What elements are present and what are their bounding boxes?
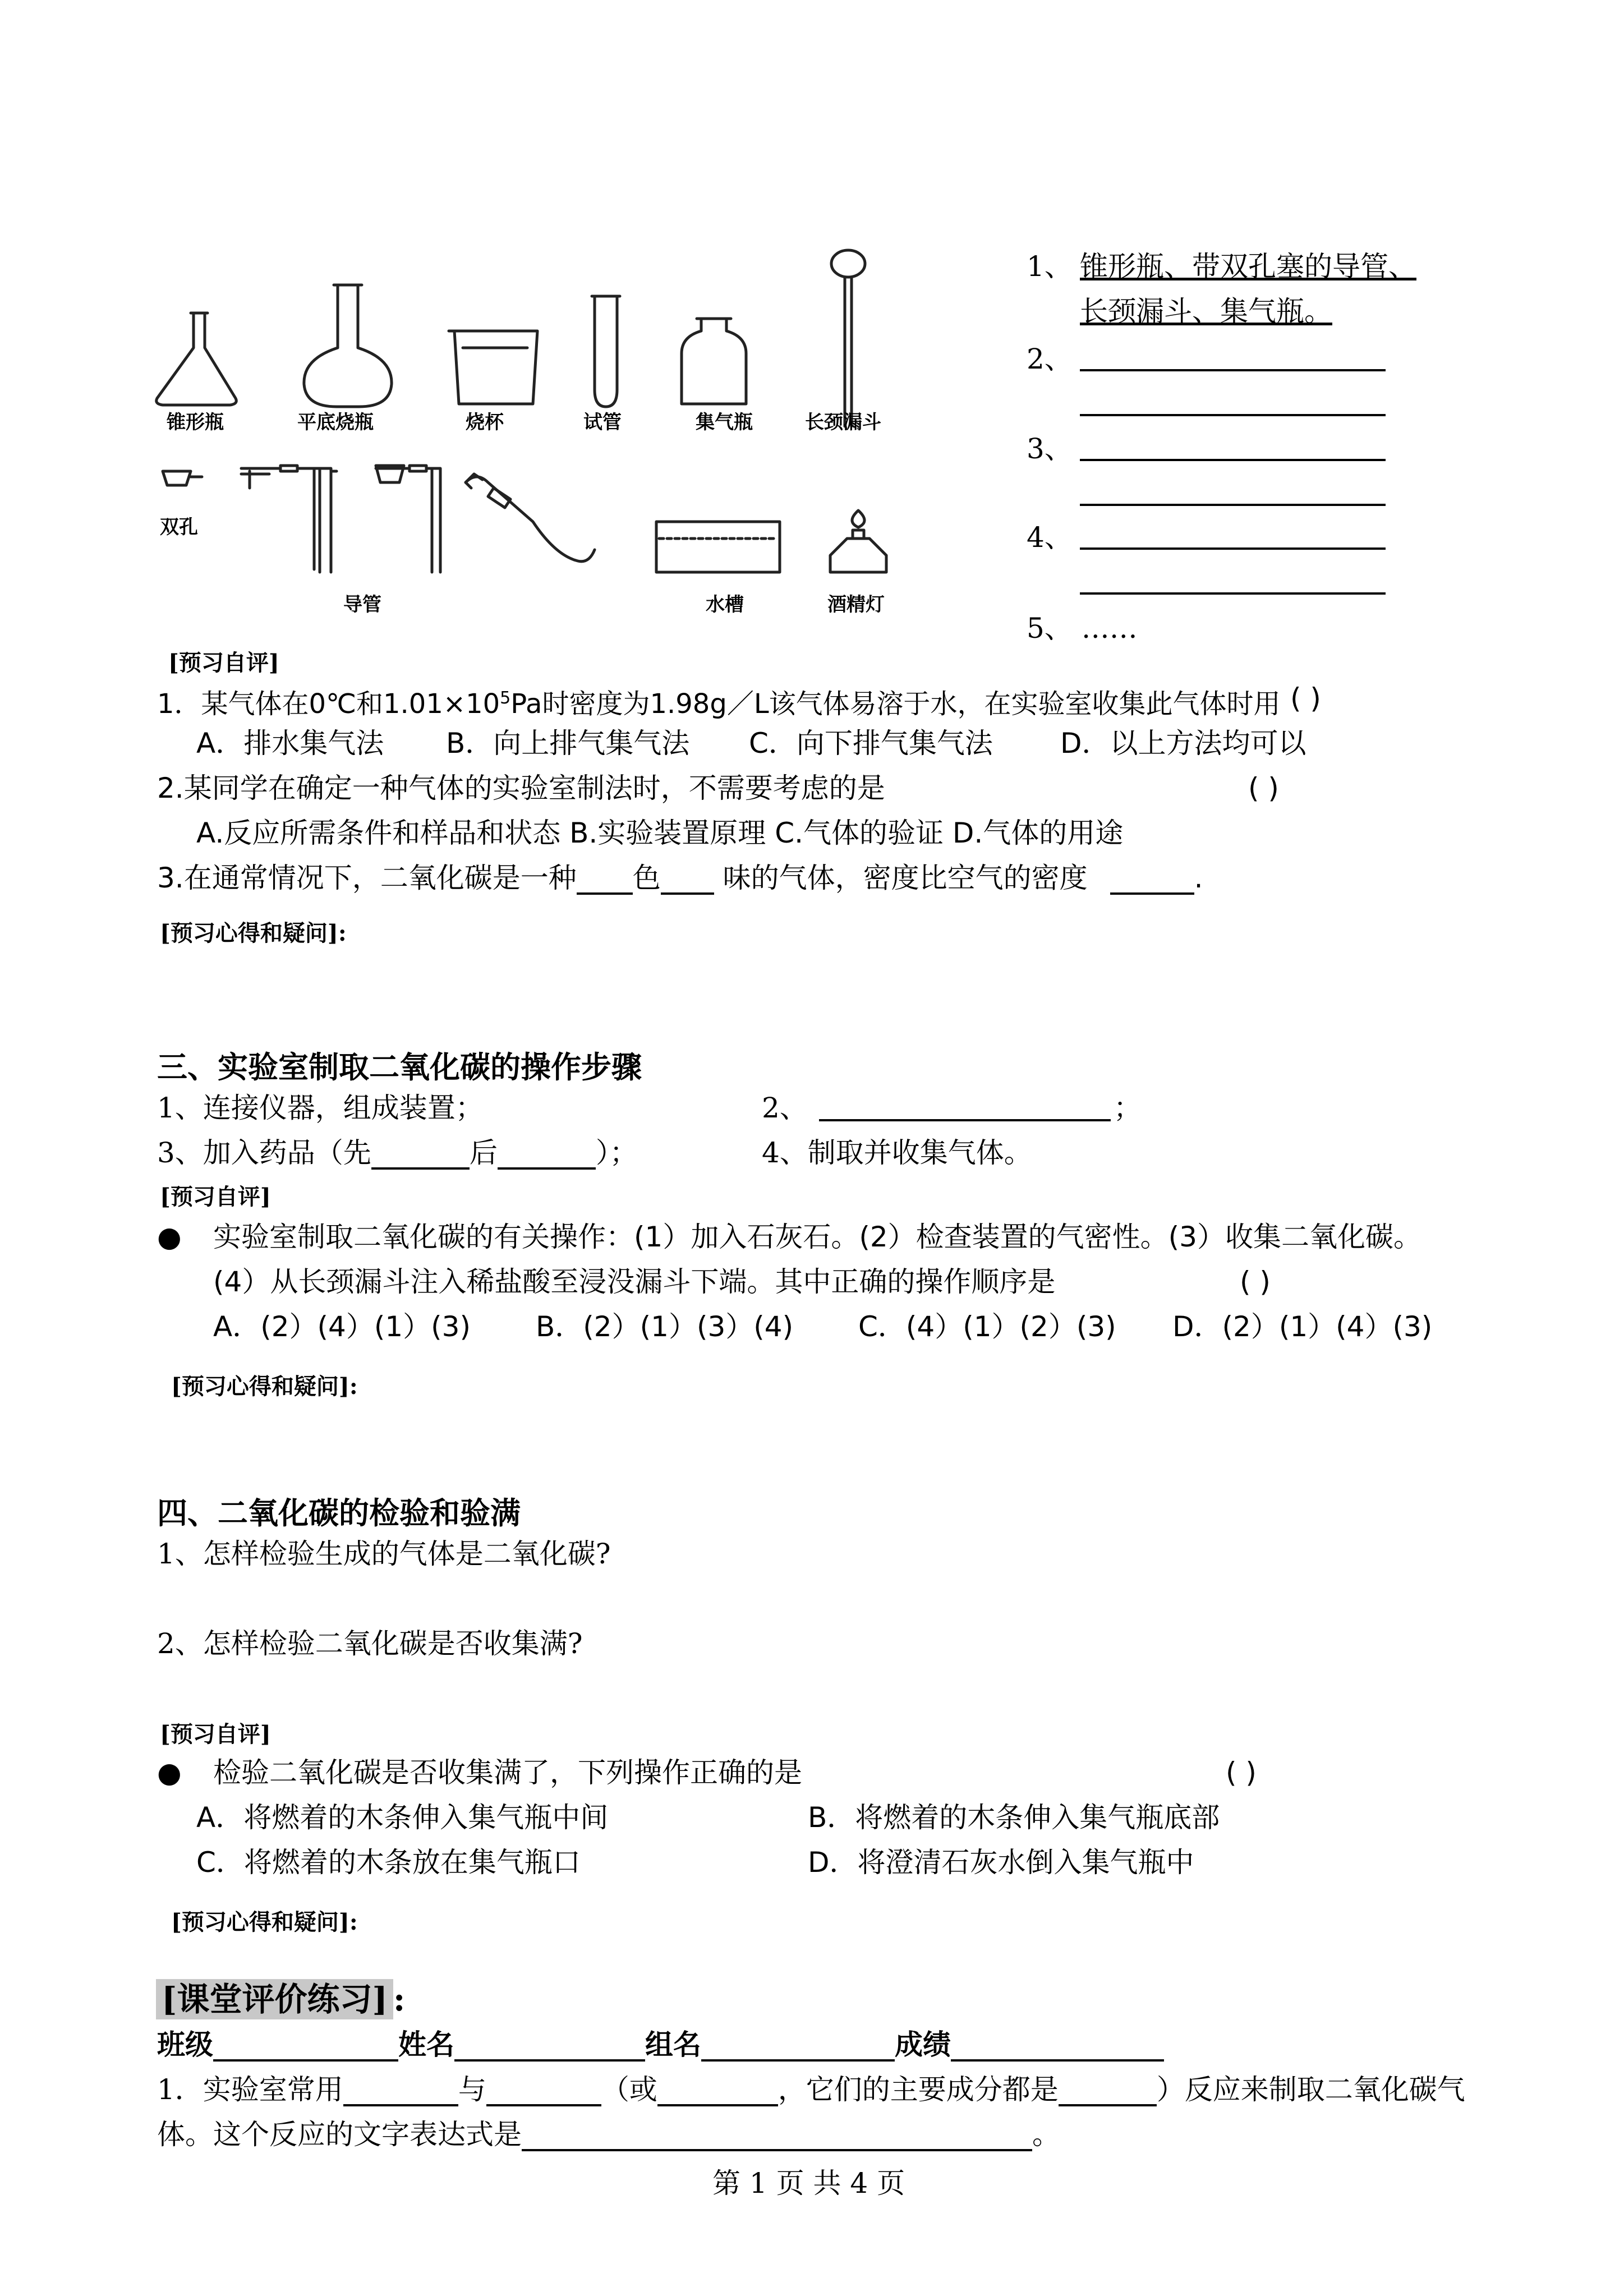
classroom-q1-line1: [157, 2073, 1465, 2106]
s4-mc-stem: 检验二氧化碳是否收集满了，下列操作正确的是: [213, 1756, 802, 1789]
step-2-blank[interactable]: [819, 1119, 1111, 1121]
test-tube-icon: [592, 296, 620, 407]
q1-option-b[interactable]: B．向上排气集气法: [446, 727, 690, 760]
notes-label-2: [预习心得和疑问]:: [171, 1373, 358, 1400]
step-3-blank-first[interactable]: [371, 1140, 470, 1170]
q1-stem: [157, 682, 1281, 721]
s3-q-line2: (4）从长颈漏斗注入稀盐酸至浸没漏斗下端。其中正确的操作顺序是: [213, 1266, 1056, 1298]
q1-stem-a: 1．某气体在0℃和1.01×10: [157, 688, 500, 720]
label-two-hole-stopper: 双孔: [160, 516, 198, 539]
cq1-e: ）反应来制取二氧化碳气: [1156, 2073, 1465, 2106]
q3-stem: [157, 861, 1203, 895]
delivery-tube-icon: [241, 466, 595, 572]
classroom-title-text: [课堂评价练习]: [156, 1979, 393, 2019]
q3-blank-smell[interactable]: [661, 866, 714, 895]
name-label: 姓名: [398, 2028, 454, 2061]
notes-label-3: [预习心得和疑问]:: [171, 1909, 358, 1935]
s4-q1: 1、怎样检验生成的气体是二氧化碳?: [157, 1538, 611, 1570]
list-item-4-blank[interactable]: [1080, 547, 1386, 550]
q1-option-c[interactable]: C．向下排气集气法: [749, 727, 993, 760]
list-item-1-line2: 长颈漏斗、集气瓶。: [1080, 295, 1332, 328]
cq1-d: ，它们的主要成分都是: [778, 2073, 1059, 2106]
score-label: 成绩: [895, 2028, 951, 2061]
label-water-trough: 水槽: [706, 593, 744, 616]
step-3-c: ）；: [595, 1137, 638, 1169]
student-info-row: [157, 2028, 1164, 2062]
cq1-c: （或: [601, 2073, 657, 2106]
q2-stem: 2.某同学在确定一种气体的实验室制法时，不需要考虑的是: [157, 772, 885, 804]
list-item-4-blank-2[interactable]: [1080, 592, 1386, 595]
q3-part3: 味的气体，密度比空气的密度: [714, 862, 1088, 894]
bullet-icon: ●: [157, 1221, 182, 1253]
beaker-icon: [449, 331, 537, 404]
cq1-blank-3[interactable]: [657, 2077, 778, 2106]
alcohol-lamp-icon: [830, 510, 886, 572]
classroom-q1-line2: [157, 2118, 1060, 2151]
q1-stem-b: Pa时密度为1.98g／L该气体易溶于水，在实验室收集此气体时用: [510, 688, 1281, 720]
s3-q-line1: 实验室制取二氧化碳的有关操作：(1）加入石灰石。(2）检查装置的气密性。(3）收集二氧化碳。: [213, 1221, 1421, 1253]
gas-jar-icon: [682, 319, 746, 404]
apparatus-drawings: [151, 247, 937, 628]
classroom-title-colon: :: [393, 1980, 406, 2018]
cq1-blank-2[interactable]: [486, 2077, 601, 2106]
step-3-b: 后: [469, 1137, 498, 1169]
s4-option-a[interactable]: A．将燃着的木条伸入集气瓶中间: [196, 1801, 609, 1834]
class-field[interactable]: [213, 2032, 398, 2062]
list-item-2-blank[interactable]: [1080, 369, 1386, 371]
label-beaker: 烧杯: [466, 411, 504, 434]
cq1-line2-a: 体。这个反应的文字表达式是: [157, 2118, 522, 2151]
step-2-suffix: ；: [1114, 1092, 1142, 1124]
cq1-blank-equation[interactable]: [522, 2122, 1032, 2151]
step-3-blank-then[interactable]: [498, 1140, 596, 1170]
cq1-a: 1．实验室常用: [157, 2073, 343, 2106]
label-delivery-tube: 导管: [343, 593, 381, 616]
group-label: 组名: [645, 2028, 701, 2061]
classroom-title: [156, 1980, 405, 2019]
s3-option-a[interactable]: A．(2）(4）(1）(3): [213, 1310, 471, 1343]
list-item-3-blank-2[interactable]: [1080, 504, 1386, 506]
step-4: 4、制取并收集气体。: [762, 1137, 1032, 1169]
name-field[interactable]: [454, 2032, 645, 2062]
q2-answer-paren[interactable]: ( ): [1248, 772, 1279, 804]
long-neck-funnel-icon: [831, 250, 865, 426]
list-item-4-prefix: 4、: [1027, 521, 1073, 554]
s3-q-paren[interactable]: ( ): [1240, 1266, 1271, 1298]
section4-title: 四、二氧化碳的检验和验满: [157, 1496, 521, 1531]
list-item-1-prefix: 1、: [1027, 250, 1073, 283]
s3-option-b[interactable]: B．(2）(1）(3）(4): [536, 1310, 794, 1343]
label-alcohol-lamp: 酒精灯: [827, 593, 885, 616]
label-long-neck-funnel: 长颈漏斗: [805, 411, 881, 434]
s4-option-b[interactable]: B．将燃着的木条伸入集气瓶底部: [808, 1801, 1220, 1834]
self-eval-label-2: [预习自评]: [160, 1184, 271, 1210]
label-flat-bottom-flask: 平底烧瓶: [297, 411, 374, 434]
water-trough-icon: [656, 522, 780, 572]
s4-q2: 2、怎样检验二氧化碳是否收集满?: [157, 1627, 583, 1660]
step-3: [157, 1136, 638, 1170]
s4-mc-paren[interactable]: ( ): [1226, 1756, 1257, 1789]
bullet-icon-2: ●: [157, 1756, 182, 1789]
q1-answer-paren[interactable]: ( ): [1290, 682, 1321, 715]
list-item-2-prefix: 2、: [1027, 343, 1073, 375]
step-3-a: 3、加入药品（先: [157, 1137, 371, 1169]
list-item-1-line1: 锥形瓶、带双孔塞的导管、: [1080, 250, 1416, 283]
s4-option-d[interactable]: D．将澄清石灰水倒入集气瓶中: [808, 1846, 1194, 1879]
section3-title: 三、实验室制取二氧化碳的操作步骤: [157, 1050, 642, 1085]
cq1-blank-4[interactable]: [1059, 2077, 1157, 2106]
self-eval-label-1: [预习自评]: [168, 650, 279, 676]
conical-flask-icon: [157, 313, 237, 405]
step-1: 1、连接仪器，组成装置；: [157, 1092, 484, 1124]
notes-label-1: [预习心得和疑问]:: [160, 920, 347, 946]
score-field[interactable]: [951, 2032, 1164, 2062]
q3-blank-color[interactable]: [577, 866, 633, 895]
group-field[interactable]: [701, 2032, 895, 2062]
label-gas-jar: 集气瓶: [696, 411, 753, 434]
two-hole-stopper-icon: [163, 471, 202, 485]
q3-blank-density[interactable]: [1110, 866, 1194, 895]
s3-option-c[interactable]: C．(4）(1）(2）(3): [858, 1310, 1116, 1343]
list-item-3-blank[interactable]: [1080, 459, 1386, 461]
list-item-2-blank-2[interactable]: [1080, 414, 1386, 416]
step-2-prefix: 2、: [762, 1092, 808, 1124]
q3-part2: 色: [632, 862, 661, 894]
q1-option-a[interactable]: A．排水集气法: [196, 727, 384, 760]
cq1-blank-1[interactable]: [343, 2077, 458, 2106]
cq1-b: 与: [458, 2073, 486, 2106]
q3-part4: .: [1194, 862, 1203, 894]
q1-stem-sup: 5: [500, 688, 511, 708]
self-eval-label-3: [预习自评]: [160, 1721, 271, 1747]
q1-option-d[interactable]: D．以上方法均可以: [1060, 727, 1306, 760]
q2-options[interactable]: A.反应所需条件和样品和状态 B.实验装置原理 C.气体的验证 D.气体的用途: [196, 817, 1124, 849]
list-item-3-prefix: 3、: [1027, 432, 1073, 465]
s3-option-d[interactable]: D．(2）(1）(4）(3): [1172, 1310, 1433, 1343]
s4-option-c[interactable]: C．将燃着的木条放在集气瓶口: [196, 1846, 581, 1879]
list-item-5: 5、 ……: [1027, 612, 1138, 645]
label-test-tube: 试管: [583, 411, 622, 434]
cq1-line2-b: 。: [1032, 2118, 1060, 2151]
label-conical-flask: 锥形瓶: [167, 411, 224, 434]
class-label: 班级: [157, 2028, 213, 2061]
page-footer: 第 1 页 共 4 页: [712, 2167, 905, 2200]
flat-bottom-flask-icon: [304, 285, 392, 407]
q3-part1: 3.在通常情况下，二氧化碳是一种: [157, 862, 577, 894]
